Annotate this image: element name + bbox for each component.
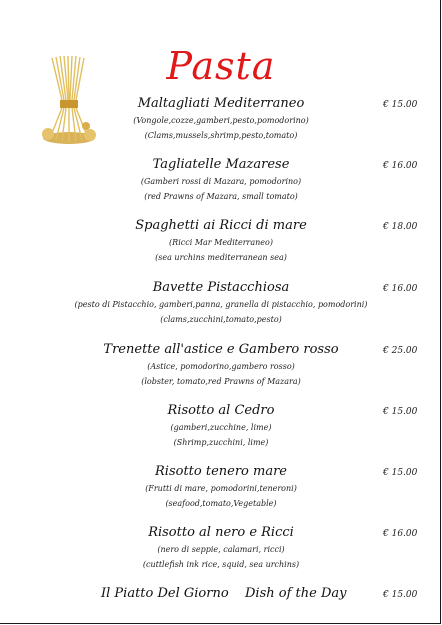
dish-description: (seafood,tomato,Vegetable) bbox=[165, 499, 277, 508]
dish-price: € 18.00 bbox=[383, 222, 418, 232]
dish-name: Tagliatelle Mazarese bbox=[152, 157, 290, 172]
dish-description: (Shrimp,zucchini, lime) bbox=[173, 438, 269, 447]
dish-description: (Frutti di mare, pomodorini,teneroni) bbox=[145, 484, 297, 493]
dish-price: € 25.00 bbox=[383, 346, 418, 356]
dish-description: (Ricci Mar Mediterraneo) bbox=[169, 238, 273, 247]
dish-description: (Vongole,cozze,gamberi,pesto,pomodorino) bbox=[133, 116, 309, 125]
dish-description: (Clams,mussels,shrimp,pesto,tomato) bbox=[144, 131, 298, 140]
dish-name: Spaghetti ai Ricci di mare bbox=[135, 218, 307, 233]
dish-name: Bavette Pistacchiosa bbox=[152, 280, 290, 295]
dish-name: Trenette all'astice e Gambero rosso bbox=[103, 342, 339, 357]
dish-description: (gamberi,zucchine, lime) bbox=[170, 423, 272, 432]
dish-description: (sea urchins mediterranean sea) bbox=[155, 253, 287, 262]
dish-description: (Astice, pomodorino,gambero rosso) bbox=[147, 362, 295, 371]
dish-name: Risotto al Cedro bbox=[167, 403, 275, 418]
dish-name: Risotto al nero e Ricci bbox=[148, 525, 294, 540]
dish-price: € 16.00 bbox=[383, 161, 418, 171]
dish-description: (cuttlefish ink rice, squid, sea urchins) bbox=[142, 560, 300, 569]
dish-price: € 16.00 bbox=[383, 529, 418, 539]
dish-name: Risotto tenero mare bbox=[155, 464, 287, 479]
dish-price: € 15.00 bbox=[383, 407, 418, 417]
daily-dish-price: € 15.00 bbox=[383, 590, 418, 600]
dish-description: (red Prawns of Mazara, small tomato) bbox=[144, 192, 298, 201]
daily-dish-italian: Il Piatto Del Giorno bbox=[101, 586, 229, 601]
dish-description: (nero di seppie, calamari, ricci) bbox=[157, 545, 285, 554]
dish-description: (clams,zucchini,tomato,pesto) bbox=[160, 315, 282, 324]
daily-dish-english: Dish of the Day bbox=[245, 586, 347, 601]
dish-description: (lobster, tomato,red Prawns of Mazara) bbox=[141, 377, 301, 386]
menu-title: Pasta bbox=[166, 44, 276, 88]
dish-name: Maltagliati Mediterraneo bbox=[137, 96, 305, 111]
dish-price: € 15.00 bbox=[383, 100, 418, 110]
dish-price: € 16.00 bbox=[383, 284, 418, 294]
dish-description: (Gamberi rossi di Mazara, pomodorino) bbox=[140, 177, 302, 186]
dish-price: € 15.00 bbox=[383, 468, 418, 478]
dish-description: (pesto di Pistacchio, gamberi,panna, granella di pistacchio, pomodorini) bbox=[74, 300, 368, 309]
